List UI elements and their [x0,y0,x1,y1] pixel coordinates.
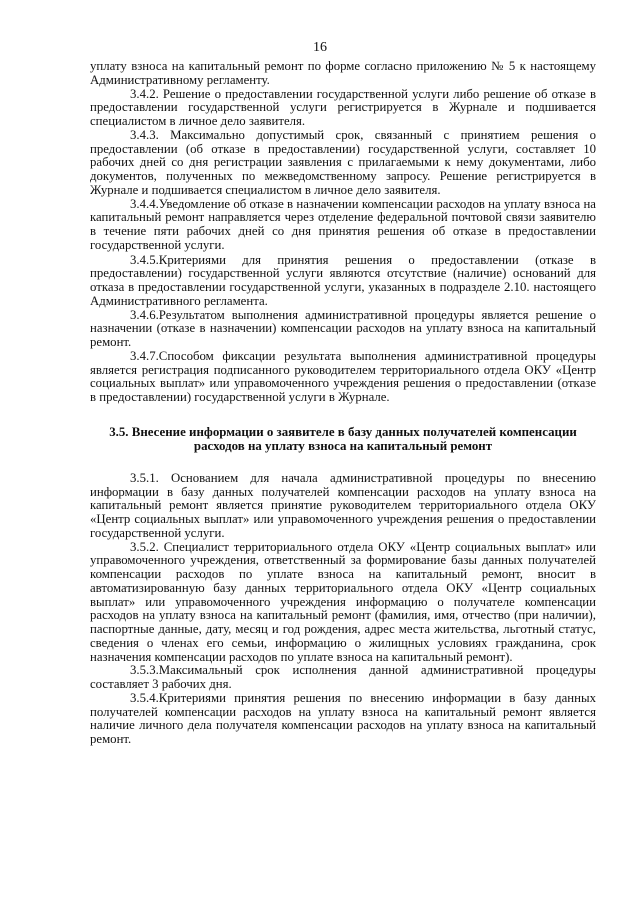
paragraph-3-4-4: 3.4.4.Уведомление об отказе в назначении компенсации расходов на уплату взноса на капитальный ремонт направляется через отделение федеральной почтовой связи заявителю в течение пяти рабочих дней со дня принятия решения об отказе в предоставлении государственной услуги. [90,196,596,252]
paragraph-3-5-2: 3.5.2. Специалист территориального отдела ОКУ «Центр социальных выплат» или управомоченного учреждения, ответственный за формирование базы данных получателей компенсации расходов по уплате взноса на капитальный ремонт, вносит в автоматизированную базу данных территориального отдела ОКУ «Центр социальных выплат» или управомоченного учреждения информацию о получателе компенсации расходов на уплату взноса на капитальный ремонт (фамилия, имя, отчество (при наличии), паспортные данные, дату, месяц и год рождения, адрес места жительства, льготный статус, сведения о членах его семьи, информацию о жилищных условиях гражданина, срок назначения компенсации расходов по уплате взноса на капитальный ремонт). [90,539,596,664]
paragraph-3-4-3: 3.4.3. Максимально допустимый срок, связанный с принятием решения о предоставлении (об отказе в предоставлении) государственной услуги, составляет 10 рабочих дней со дня регистрации заявления с прилагаемыми к нему документами, либо документов, полученных по межведомственному запросу. Решение регистрируется в Журнале и подшивается специалистом в личное дело заявителя. [90,127,596,197]
paragraph-3-4-7: 3.4.7.Способом фиксации результата выполнения административной процедуры является регистрация подписанного руководителем территориального отдела ОКУ «Центр социальных выплат» или управомоченного учреждения решения о предоставлении (отказе в предоставлении) государственной услуги в Журнале. [90,348,596,404]
document-body [90,60,596,747]
section-heading-3-5: 3.5. Внесение информации о заявителе в базу данных получателей компенсации расходов на уплату взноса на капитальный ремонт [109,424,577,453]
paragraph-continuation: уплату взноса на капитальный ремонт по форме согласно приложению № 5 к настоящему Административному регламенту. [90,59,596,87]
paragraph-3-5-1: 3.5.1. Основанием для начала административной процедуры по внесению информации в базу данных получателей компенсации расходов на уплату взноса на капитальный ремонт является принятие руководителем территориального отдела ОКУ «Центр социальных выплат» или управомоченного учреждения решения о предоставлении государственной услуги. [90,470,596,540]
page-number: 16 [313,40,327,55]
paragraph-3-5-3: 3.5.3.Максимальный срок исполнения данной административной процедуры составляет 3 рабочих дня. [90,663,596,691]
paragraph-3-4-6: 3.4.6.Результатом выполнения административной процедуры является решение о назначении (отказе в назначении) компенсации расходов на уплату взноса на капитальный ремонт. [90,307,596,349]
paragraph-3-4-2: 3.4.2. Решение о предоставлении государственной услуги либо решение об отказе в предоставлении государственной услуги регистрируется в Журнале и подшивается специалистом в личное дело заявителя. [90,86,596,128]
paragraph-3-4-5: 3.4.5.Критериями для принятия решения о предоставлении (отказе в предоставлении) государственной услуги являются отсутствие (наличие) оснований для отказа в предоставлении государственной услуги, указанных в подразделе 2.10. настоящего Административного регламента. [90,252,596,308]
paragraph-3-5-4: 3.5.4.Критериями принятия решения по внесению информации в базу данных получателей компенсации расходов на уплату взноса на капитальный ремонт является наличие личного дела получателя компенсации расходов на уплату взноса на капитальный ремонт. [90,690,596,746]
